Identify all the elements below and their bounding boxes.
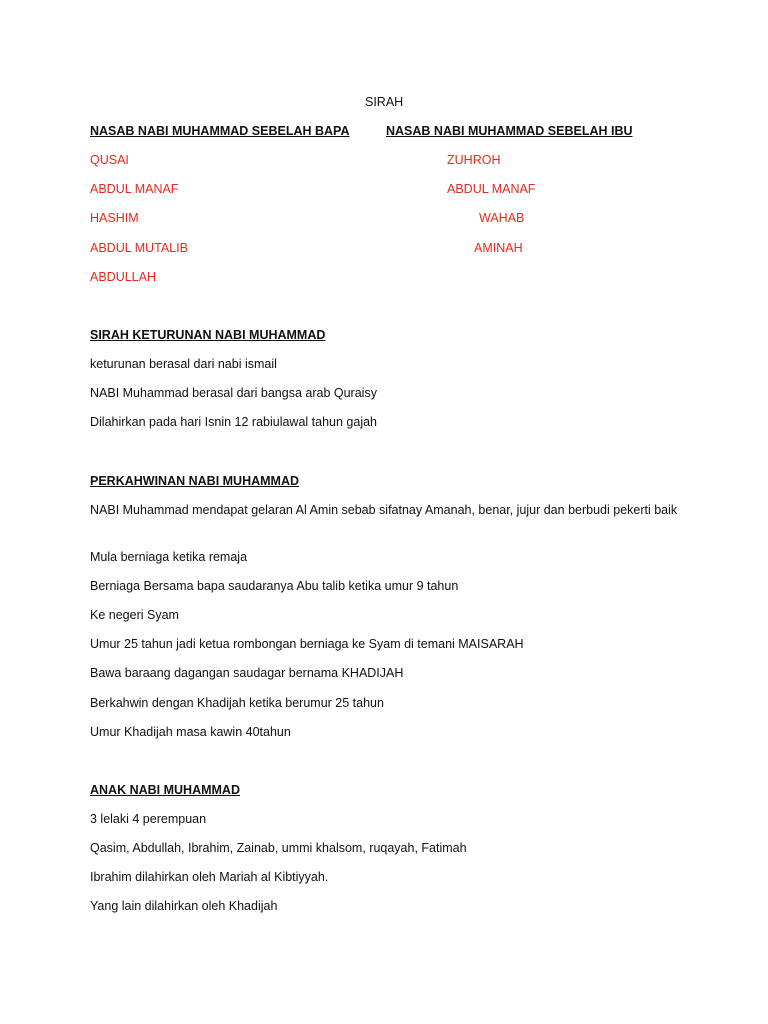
perkahwinan-line: Ke negeri Syam (90, 608, 179, 622)
nasab-bapa-item: ABDUL MUTALIB (90, 241, 188, 255)
keturunan-line: keturunan berasal dari nabi ismail (90, 357, 277, 371)
nasab-ibu-item: WAHAB (479, 211, 525, 225)
perkahwinan-heading: PERKAHWINAN NABI MUHAMMAD (90, 474, 300, 488)
nasab-ibu-item: ABDUL MANAF (447, 182, 536, 196)
nasab-bapa-item: ABDULLAH (90, 270, 156, 284)
nasab-bapa-heading: NASAB NABI MUHAMMAD SEBELAH BAPA (90, 124, 350, 138)
perkahwinan-line: Mula berniaga ketika remaja (90, 550, 248, 564)
anak-line: Ibrahim dilahirkan oleh Mariah al Kibtiyyah. (90, 870, 329, 884)
nasab-bapa-item: QUSAI (90, 153, 129, 167)
anak-line: 3 lelaki 4 perempuan (90, 812, 207, 826)
keturunan-heading: SIRAH KETURUNAN NABI MUHAMMAD (90, 328, 326, 342)
anak-line: Qasim, Abdullah, Ibrahim, Zainab, ummi khalsom, ruqayah, Fatimah (90, 841, 467, 855)
perkahwinan-line: Bawa baraang dagangan saudagar bernama KHADIJAH (90, 666, 404, 680)
nasab-ibu-item: AMINAH (474, 241, 523, 255)
nasab-bapa-item: ABDUL MANAF (90, 182, 179, 196)
keturunan-line: NABI Muhammad berasal dari bangsa arab Quraisy (90, 386, 377, 400)
perkahwinan-line: Berniaga Bersama bapa saudaranya Abu talib ketika umur 9 tahun (90, 579, 459, 593)
perkahwinan-line: NABI Muhammad mendapat gelaran Al Amin sebab sifatnay Amanah, benar, jujur dan berbudi pekerti baik (90, 503, 678, 517)
nasab-bapa-item: HASHIM (90, 211, 139, 225)
document-title: SIRAH (365, 95, 404, 109)
perkahwinan-line: Umur Khadijah masa kawin 40tahun (90, 725, 291, 739)
nasab-ibu-heading: NASAB NABI MUHAMMAD SEBELAH IBU (386, 124, 633, 138)
anak-line: Yang lain dilahirkan oleh Khadijah (90, 899, 278, 913)
nasab-ibu-item: ZUHROH (447, 153, 501, 167)
keturunan-line: Dilahirkan pada hari Isnin 12 rabiulawal tahun gajah (90, 415, 377, 429)
perkahwinan-line: Berkahwin dengan Khadijah ketika berumur 25 tahun (90, 696, 384, 710)
anak-heading: ANAK NABI MUHAMMAD (90, 783, 240, 797)
perkahwinan-line: Umur 25 tahun jadi ketua rombongan berniaga ke Syam di temani MAISARAH (90, 637, 524, 651)
